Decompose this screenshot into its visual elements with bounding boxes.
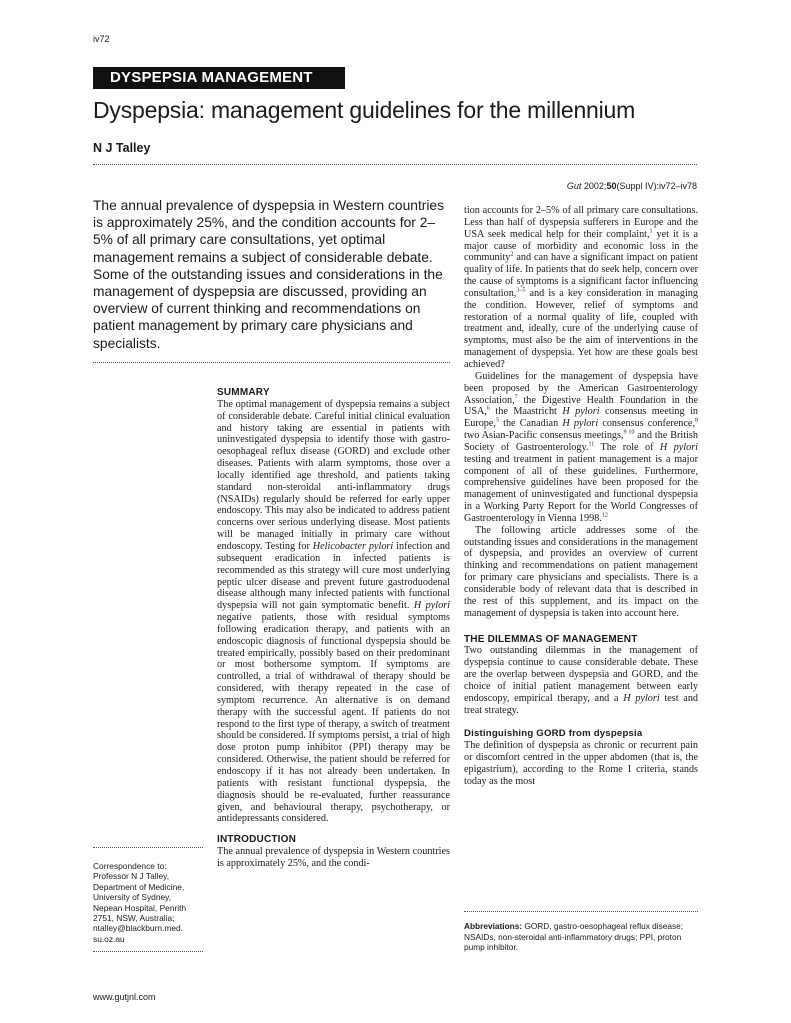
introduction-start: The annual prevalence of dyspepsia in Western countries is approximately 25%, and the condi- (217, 846, 450, 869)
abbreviations-label: Abbreviations: (464, 921, 523, 931)
citation (567, 181, 697, 191)
abbreviations: Abbreviations: GORD, gastro-oesophageal reflux disease; NSAIDs, non-steroidal anti-inflammatory drugs; PPI, proton pump inhibitor. (464, 921, 684, 953)
abstract-divider (93, 362, 450, 363)
citation-suppl: (Suppl IV):iv72–iv78 (616, 181, 697, 191)
citation-year: 2002; (581, 181, 607, 191)
middle-column (217, 387, 450, 870)
introduction-guidelines: Guidelines for the management of dyspepsia have been proposed by the American Gastroenterology Association,$^7$ the Digestive Health Foundation in the USA,$^6$ the Maastricht H pylori consensus meeting in Europe,$^5$ the Canadian H pylori consensus conference,$^8$ two Asian-Pacific consensus meetings,$^{9 10}$ and the British Society of Gastroenterology.$^{11}$ The role of H pylori testing and treatment in patient management is a major component of all of these guidelines. Furthermore, comprehensive guidelines have been proposed for the management of uninvestigated and functional dyspepsia in a Working Party Report for the World Congresses of Gastroenterology in Vienna 1998.12 (464, 370, 698, 524)
page-number: iv72 (93, 34, 110, 44)
correspondence: Correspondence to: Professor N J Talley, Department of Medicine, University of Sydney, Nepean Hospital, Penrith 2751, NSW, Australia; ntalley@blackburn.med. su.oz.au (93, 861, 208, 944)
correspondence-divider-bottom (93, 951, 203, 952)
right-column (464, 205, 698, 788)
header-divider (93, 164, 697, 165)
correspondence-email[interactable]: ntalley@blackburn.med. (93, 923, 183, 934)
summary-text: The optimal management of dyspepsia remains a subject of considerable debate. Careful initial clinical evaluation and history taking are essential in patients with uninvestigated dyspepsia to identify those with gastro-oesophageal reflux disease (GORD) and exclude other diseases. Patients with alarm symptoms, those over a locally identified age threshold, and patients taking standard non-steroidal anti-inflammatory drugs (NSAIDs) regularly should be referred for early upper endoscopy. This may also be indicated to address patient concerns over serious underlying disease. Most patients will be managed initially in primary care without endoscopy. Testing for Helicobacter pylori infection and subsequent eradication in infected patients is recommended as this strategy will cure most underlying peptic ulcer disease and prevent future gastroduodenal disease although many infected patients with functional dyspepsia will not gain symptomatic benefit. H pylori negative patients, those with residual symptoms following eradication therapy, and patients with an endoscopic diagnosis of functional dyspepsia should be treated empirically, possibly based on their predominant or most bothersome symptom. If symptoms are controlled, a trial of withdrawal of therapy should be considered, with therapy repeated in the case of symptom recurrence. An alternative is on demand therapy with the successful agent. If patients do not respond to the first type of therapy, a switch of treatment should be considered. If symptoms persist, a trial of high dose proton pump inhibitor (PPI) therapy may be considered. Otherwise, the patient should be referred for endoscopy if it has not already been undertaken. In patients with resistant functional dyspepsia, the diagnosis should be re-evaluated, further reassurance given, and behavioural therapy, psychotherapy, or antidepressants considered. (217, 398, 451, 825)
introduction-continued: tion accounts for 2–5% of all primary care consultations. Less than half of dyspepsia sufferers in Europe and the USA seek medical help for their complaint,$^1$ yet it is a major cause of morbidity and economic loss in the community$^2$ and can have a significant impact on patient quality of life. In patients that do seek help, concern over the cause of symptoms is a significant factor influencing consultation,$^{3-5}$ and is a key consideration in managing the condition. However, relief of symptoms and restoration of a normal quality of life, coupled with treatment and, ideally, cure of the underlying cause of symptoms, must also be the aim of interventions in the management of dyspepsia. Yet how are these goals best achieved? (464, 205, 698, 370)
author-name: N J Talley (93, 141, 151, 155)
gord-heading: Distinguishing GORD from dyspepsia (464, 728, 643, 740)
article-title: Dyspepsia: management guidelines for the millennium (93, 97, 636, 123)
correspondence-divider-top (93, 847, 203, 848)
introduction-heading: INTRODUCTION (217, 834, 297, 846)
dilemmas-heading: THE DILEMMAS OF MANAGEMENT (464, 633, 638, 645)
abbreviations-divider (464, 911, 698, 912)
dilemmas-text: Two outstanding dilemmas in the management of dyspepsia continue to cause considerable debate. These are the overlap between dyspepsia and GORD, and the choice of initial patient management between early endoscopy, empirical therapy, and a H pylori test and treat strategy. (464, 645, 699, 716)
summary-heading: SUMMARY (217, 387, 270, 398)
abstract: The annual prevalence of dyspepsia in Western countries is approximately 25%, and the condition accounts for 2–5% of all primary care consultations, yet optimal management remains a subject of considerable debate. Some of the outstanding issues and considerations in the management of dyspepsia are discussed, providing an overview of current thinking and recommendations on patient management by primary care physicians and specialists. (93, 198, 445, 351)
citation-journal: Gut (566, 181, 582, 191)
footer-url[interactable]: www.gutjnl.com (93, 992, 156, 1002)
gord-text: The definition of dyspepsia as chronic or recurrent pain or discomfort centred in the upper abdomen (that is, the epigastrium), according to the Rome I criteria, stands today as the most (464, 740, 698, 787)
section-banner: DYSPEPSIA MANAGEMENT (93, 67, 345, 89)
citation-volume: 50 (606, 181, 617, 191)
introduction-overview: The following article addresses some of the outstanding issues and considerations in the management of dyspepsia, and provides an overview of current thinking and recommendations on patient management for primary care physicians and specialists. There is a considerable body of relevant data that is described in the rest of this supplement, and its impact on the management of dyspepsia is taken into account here. (464, 524, 698, 619)
